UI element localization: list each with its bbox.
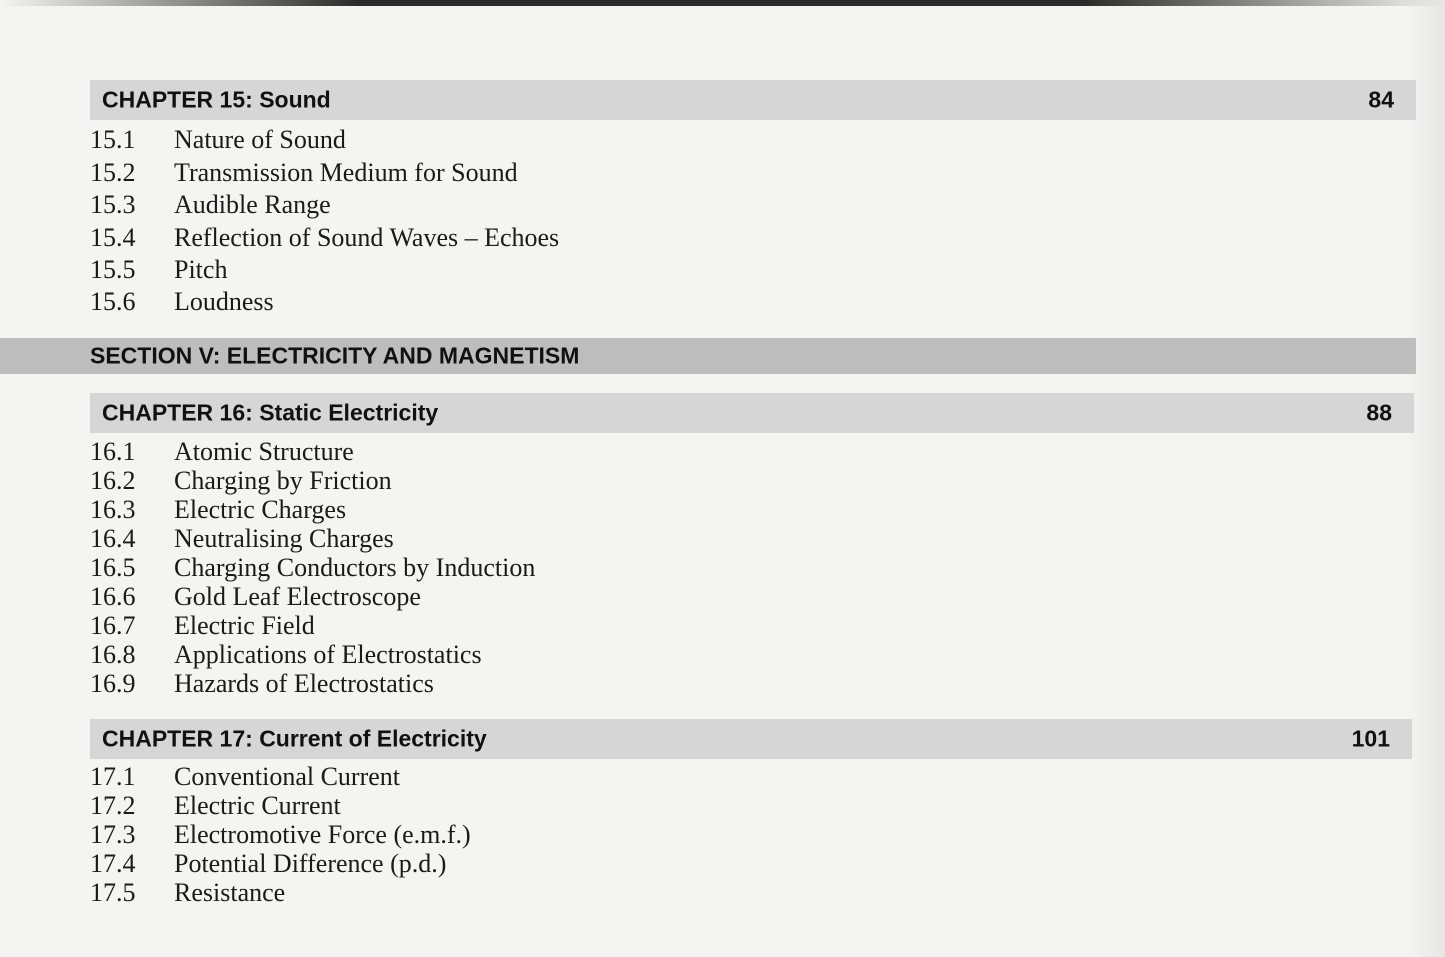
topic-title: Potential Difference (p.d.) (174, 849, 447, 878)
topic-title: Charging by Friction (174, 466, 392, 495)
topic-title: Loudness (174, 287, 274, 316)
topic-number: 15.6 (90, 287, 136, 316)
topic-title: Electric Charges (174, 495, 347, 524)
chapter-16-page-number: 88 (1366, 399, 1392, 426)
chapter-17-title: CHAPTER 17: Current of Electricity (102, 725, 487, 752)
topic-title: Electric Current (174, 791, 341, 820)
topic-number: 16.5 (90, 553, 136, 582)
topic-number: 16.1 (90, 437, 136, 466)
topic-title: Hazards of Electrostatics (174, 669, 434, 698)
topic-title: Audible Range (174, 190, 331, 219)
topic-number: 17.4 (90, 849, 136, 878)
chapter-16-header (90, 393, 1414, 433)
topic-title: Charging Conductors by Induction (174, 553, 536, 582)
topic-number: 17.3 (90, 820, 136, 849)
topic-title: Conventional Current (174, 762, 401, 791)
section-5-title: SECTION V: ELECTRICITY AND MAGNETISM (90, 342, 580, 369)
chapter-17-header (90, 719, 1412, 759)
topic-title: Nature of Sound (174, 125, 346, 154)
topic-title: Neutralising Charges (174, 524, 394, 553)
chapter-16-title: CHAPTER 16: Static Electricity (102, 399, 439, 426)
topic-number: 15.2 (90, 158, 136, 187)
chapter-17-page-number: 101 (1351, 725, 1390, 752)
topic-number: 17.5 (90, 878, 136, 907)
topic-title: Resistance (174, 878, 286, 907)
topic-title: Transmission Medium for Sound (174, 158, 518, 187)
topic-number: 16.8 (90, 640, 136, 669)
section-5-header (0, 338, 1416, 374)
topic-number: 16.2 (90, 466, 136, 495)
topic-number: 15.3 (90, 190, 136, 219)
topic-number: 15.4 (90, 223, 136, 252)
topic-number: 16.3 (90, 495, 136, 524)
topic-title: Electric Field (174, 611, 315, 640)
chapter-15-header (90, 80, 1416, 120)
topic-title: Gold Leaf Electroscope (174, 582, 421, 611)
topic-number: 15.5 (90, 255, 136, 284)
topic-number: 16.4 (90, 524, 136, 553)
page-edge-shadow (1405, 0, 1445, 957)
topic-number: 17.1 (90, 762, 136, 791)
chapter-15-title: CHAPTER 15: Sound (102, 86, 331, 113)
topic-number: 15.1 (90, 125, 136, 154)
topic-number: 17.2 (90, 791, 136, 820)
topic-title: Pitch (174, 255, 228, 284)
page-top-shadow (0, 0, 1445, 6)
topic-title: Electromotive Force (e.m.f.) (174, 820, 471, 849)
chapter-15-page-number: 84 (1368, 86, 1394, 113)
topic-number: 16.7 (90, 611, 136, 640)
topic-number: 16.9 (90, 669, 136, 698)
topic-title: Applications of Electrostatics (174, 640, 482, 669)
topic-title: Atomic Structure (174, 437, 354, 466)
topic-title: Reflection of Sound Waves – Echoes (174, 223, 560, 252)
topic-number: 16.6 (90, 582, 136, 611)
